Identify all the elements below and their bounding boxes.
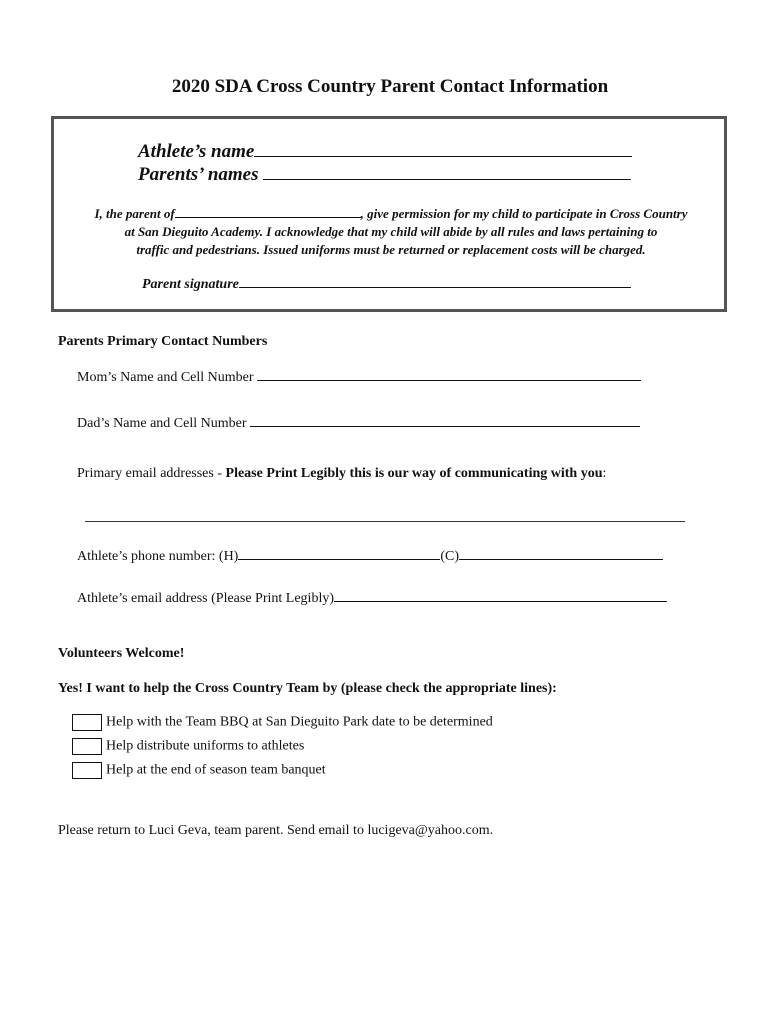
parents-names-field[interactable] [263,179,631,180]
athlete-email-row [77,591,667,607]
volunteer-option-label: Help with the Team BBQ at San Dieguito Park date to be determined [106,714,493,730]
dad-field[interactable] [250,426,640,427]
volunteer-option [72,714,493,731]
permission-line-3: traffic and pedestrians. Issued uniforms must be returned or replacement costs will be charged. [136,242,646,257]
mom-label: Mom’s Name and Cell Number [77,370,254,385]
permission-line-2: at San Dieguito Academy. I acknowledge that my child will abide by all rules and laws pertaining to [124,224,658,239]
email-note: Please Print Legibly this is our way of communicating with you [225,466,603,481]
cell-phone-field[interactable] [459,559,663,560]
dad-label: Dad’s Name and Cell Number [77,416,247,431]
athlete-name-row [138,141,632,163]
form-title: 2020 SDA Cross Country Parent Contact Information [171,76,609,97]
volunteers-heading: Volunteers Welcome! [58,646,185,661]
permission-paragraph [56,205,726,259]
mom-field[interactable] [257,380,641,381]
athlete-phone-row [77,549,663,565]
home-phone-field[interactable] [238,559,440,560]
athlete-name-field[interactable] [254,156,632,157]
athlete-phone-label: Athlete’s phone number: (H) [77,549,239,564]
permission-suffix: , give permission for my child to participate in Cross Country [360,206,688,221]
volunteer-option [72,738,304,755]
email-colon: : [602,466,607,481]
email-field[interactable] [85,521,685,522]
volunteers-subheading: Yes! I want to help the Cross Country Team by (please check the appropriate lines): [58,681,557,696]
permission-prefix: I, the parent of [94,206,175,221]
banquet-checkbox[interactable] [72,762,102,779]
athlete-name-label: Athlete’s name [138,141,255,162]
dad-row [77,416,640,432]
cell-phone-label: (C) [440,549,460,564]
volunteer-option-label: Help distribute uniforms to athletes [106,738,305,754]
athlete-email-label: Athlete’s email address (Please Print Legibly) [77,591,334,606]
permission-line-1 [56,205,726,223]
mom-row [77,370,641,386]
athlete-email-field[interactable] [334,601,667,602]
uniforms-checkbox[interactable] [72,738,102,755]
signature-field[interactable] [239,287,631,288]
bbq-checkbox[interactable] [72,714,102,731]
email-row [77,466,606,482]
parents-names-row [138,164,631,186]
child-name-field[interactable] [175,217,361,218]
volunteer-option [72,762,326,779]
parents-names-label: Parents’ names [138,164,259,185]
footer-note: Please return to Luci Geva, team parent. Send email to lucigeva@yahoo.com. [58,823,494,838]
email-label: Primary email addresses - [77,466,226,481]
signature-label: Parent signature [142,277,239,292]
contacts-heading: Parents Primary Contact Numbers [58,334,268,349]
signature-row [142,277,631,293]
volunteer-option-label: Help at the end of season team banquet [106,762,326,778]
